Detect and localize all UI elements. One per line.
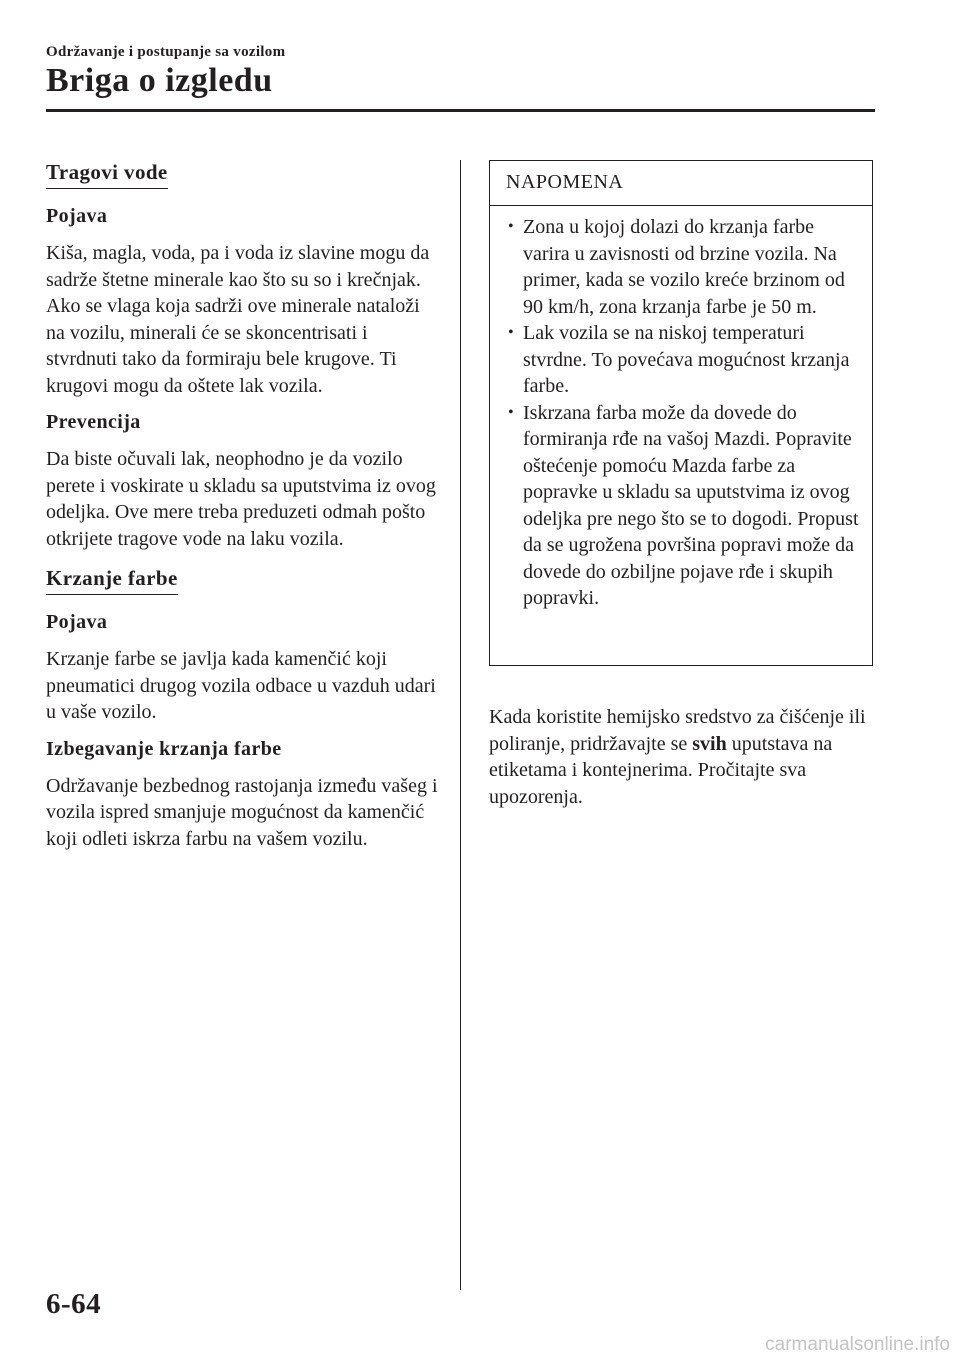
bullet-icon: • xyxy=(508,403,514,421)
paragraph-avoid-chipping: Održavanje bezbednog rastojanja između vašeg i vozila ispred smanjuje mogućnost da kamenčić koji odleti iskrza farbu na vašem vozilu. xyxy=(46,774,438,850)
bullet-icon: • xyxy=(508,218,514,235)
bullet-icon: • xyxy=(508,324,514,341)
note-item: • Zona u kojoj dolazi do krzanja farbe varira u zavisnosti od brzine vozila. Na primer, kada se vozilo kreće brzinom od 90 km/h, zona krzanja farbe je 50 m. xyxy=(508,216,845,318)
note-box xyxy=(489,160,873,666)
subheading-avoid-chipping: Izbegavanje krzanja farbe xyxy=(46,737,282,760)
emphasis-all: svih xyxy=(692,732,727,755)
header-rule xyxy=(46,109,875,112)
watermark: carmanualsonline.info xyxy=(765,1334,950,1355)
subheading-prevention: Prevencija xyxy=(46,411,141,433)
paragraph-chipping-occurrence: Krzanje farbe se javlja kada kamenčić koji pneumatici drugog vozila odbace u vazduh udari u vaše vozilo. xyxy=(46,648,436,723)
page-title: Briga o izgledu xyxy=(46,62,273,99)
page-number: 6-64 xyxy=(46,1288,102,1320)
section-heading-paint-chipping: Krzanje farbe xyxy=(46,566,178,595)
left-column xyxy=(46,160,441,852)
chapter-title: Održavanje i postupanje sa vozilom xyxy=(46,44,286,60)
column-divider xyxy=(460,160,461,1290)
paragraph-water-spots-prevention: Da biste očuvali lak, neophodno je da vozilo perete i voskirate u skladu sa uputstvima iz ovog odeljka. Ove mere treba preduzeti odmah pošto otkrijete tragove vode na laku vozila. xyxy=(46,448,436,550)
paragraph-water-spots-occurrence: Kiša, magla, voda, pa i voda iz slavine mogu da sadrže štetne minerale kao što su so i krečnjak. Ako se vlaga koja sadrži ove minerale nataloži na vozilu, minerali će se skoncentrisati i stvrdnuti tako da formiraju bele krugove. Ti krugovi mogu da oštete lak vozila. xyxy=(46,242,430,397)
section-heading-water-spots: Tragovi vode xyxy=(46,160,168,189)
subheading-occurrence: Pojava xyxy=(46,611,108,633)
subheading-occurrence: Pojava xyxy=(46,205,108,227)
note-list xyxy=(490,206,872,612)
note-item: • Iskrzana farba može da dovede do formiranja rđe na vašoj Mazdi. Popravite oštećenje pomoću Mazda farbe za popravke u skladu sa uputstvima iz ovog odeljka pre nego što se to dogodi. Propust da se ugrožena površina popravi može da dovede do ozbiljne pojave rđe i skupih popravki. xyxy=(508,401,859,609)
note-title: NAPOMENA xyxy=(506,171,624,193)
paragraph-cleaning-instructions: Kada koristite hemijsko sredstvo za čišćenje ili poliranje, pridržavajte se svih uputstava na etiketama i kontejnerima. Pročitajte sva upozorenja. xyxy=(489,706,866,808)
note-item: • Lak vozila se na niskoj temperaturi stvrdne. To povećava mogućnost krzanja farbe. xyxy=(508,322,850,397)
